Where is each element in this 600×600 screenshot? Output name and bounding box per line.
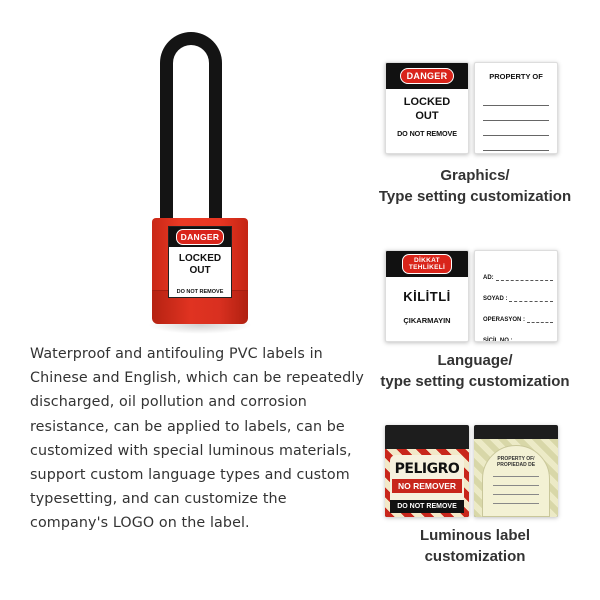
- form-field: SİCİL NO :: [483, 323, 553, 342]
- luminous-caption: Luminous label customization: [419, 527, 530, 565]
- form-field: SOYAD :: [483, 281, 553, 302]
- tag-line: LOCKED: [403, 96, 451, 108]
- turkish-tag-card: [385, 250, 469, 342]
- danger-tag-card: [385, 62, 469, 154]
- label-footer: DO NOT REMOVE: [176, 289, 224, 295]
- padlock-shackle: [160, 32, 222, 242]
- tag-footer: ÇIKARMAYIN: [403, 316, 451, 325]
- label-line: OUT: [189, 265, 211, 276]
- peligro-footer: DO NOT REMOVE: [390, 500, 464, 513]
- glow-tag-card: [474, 425, 558, 517]
- danger-badge: DİKKAT TEHLİKELİ: [402, 254, 452, 274]
- property-lines: [475, 81, 557, 151]
- tag-footer: DO NOT REMOVE: [397, 129, 457, 138]
- form-fields: [475, 251, 557, 342]
- tag-main-text: KİLİTLİ: [403, 289, 451, 304]
- language-caption: Language/ type setting customization: [380, 352, 570, 390]
- form-field: AD:: [483, 260, 553, 281]
- danger-badge: DANGER: [400, 68, 455, 84]
- form-tag-card: [474, 250, 558, 342]
- form-field: OPERASYON :: [483, 302, 553, 323]
- product-description: Waterproof and antifouling PVC labels in Chinese and English, which can be repeatedly discharged, oil pollution and corrosion resistance, can be applied to labels, can be customized with special luminous materials, support custom language types and custom typesetting, and can customize the company's LOGO on the label.: [30, 346, 364, 532]
- tag-line: OUT: [415, 110, 439, 122]
- padlock-danger-label: [168, 226, 232, 298]
- label-line: LOCKED: [178, 253, 222, 264]
- graphics-caption: Graphics/ Type setting customization: [378, 167, 572, 205]
- property-tag-card: [474, 62, 558, 154]
- peligro-subtitle: NO REMOVER: [392, 479, 462, 493]
- padlock-image: [148, 28, 248, 328]
- peligro-title: PELIGRO: [394, 461, 460, 477]
- peligro-tag-card: [385, 425, 469, 517]
- danger-badge: DANGER: [176, 229, 225, 245]
- property-header: PROPERTY OF: [489, 72, 543, 81]
- glow-header: PROPERTY OF/ PROPIEDAD DE: [496, 456, 536, 468]
